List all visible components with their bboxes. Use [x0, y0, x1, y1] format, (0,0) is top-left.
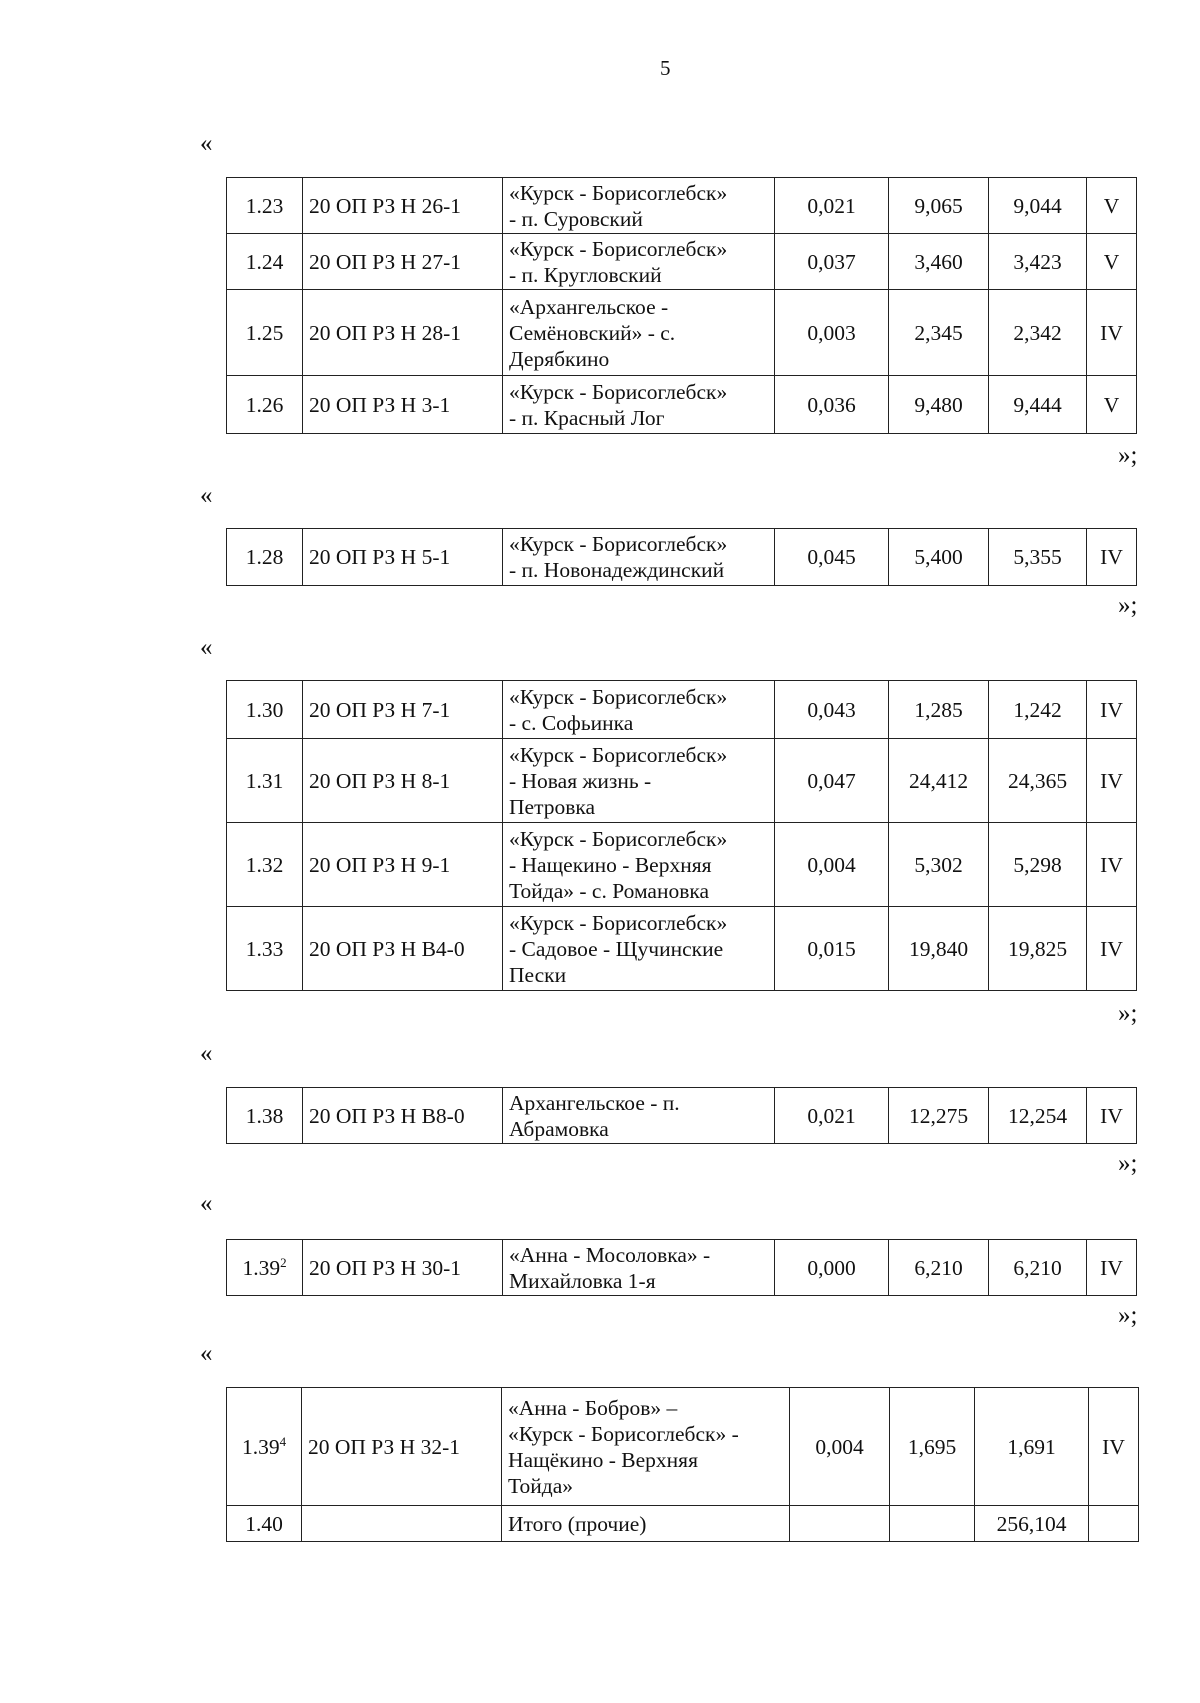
value-cell-1: 0,037	[775, 234, 889, 290]
value-cell-2: 9,065	[889, 178, 989, 234]
row-number: 1.39	[242, 1255, 281, 1280]
road-name-line: - п. Новонадеждинский	[509, 558, 725, 582]
row-number: 1.28	[245, 545, 284, 569]
row-number-superscript: 4	[279, 1433, 287, 1449]
road-name-line: Пески	[509, 962, 567, 987]
row-number-cell	[227, 1088, 303, 1144]
row-number: 1.26	[245, 392, 284, 417]
value-cell-2: 1,285	[889, 681, 989, 739]
table-row	[227, 1240, 1137, 1296]
row-number-cell	[227, 529, 303, 586]
road-name-line: «Курск - Борисоглебск»	[509, 180, 728, 205]
value-cell-2: 24,412	[889, 739, 989, 823]
category-cell: IV	[1089, 1388, 1139, 1506]
road-name-cell	[503, 1240, 775, 1296]
value-cell-2: 3,460	[889, 234, 989, 290]
value-cell-2: 19,840	[889, 907, 989, 991]
value-cell-2: 1,695	[890, 1388, 975, 1506]
category-cell: IV	[1087, 529, 1137, 586]
road-name-line: «Курск - Борисоглебск»	[509, 684, 728, 709]
row-number: 1.40	[245, 1511, 283, 1536]
road-name-line: Тойда» - с. Романовка	[509, 878, 710, 903]
value-cell-1: 0,021	[775, 178, 889, 234]
road-id-cell: 20 ОП РЗ Н 8-1	[303, 739, 503, 823]
value-cell-3: 6,210	[989, 1240, 1087, 1296]
road-name-line: «Курск - Борисоглебск»	[509, 826, 728, 851]
road-id-cell: 20 ОП РЗ Н В8-0	[303, 1088, 503, 1144]
table-row	[227, 739, 1137, 823]
category-cell: IV	[1087, 1240, 1137, 1296]
table-row	[227, 681, 1137, 739]
road-id-cell: 20 ОП РЗ Н 27-1	[303, 234, 503, 290]
category-cell	[1089, 1506, 1139, 1542]
road-name-line: - п. Суровский	[509, 206, 643, 231]
value-cell-1: 0,015	[775, 907, 889, 991]
closing-quote-mark: »;	[1118, 592, 1138, 619]
category-cell: V	[1087, 178, 1137, 234]
value-cell-2: 5,302	[889, 823, 989, 907]
value-cell-3: 24,365	[989, 739, 1087, 823]
opening-quote-mark: «	[200, 634, 213, 661]
road-table-6	[226, 1387, 1139, 1542]
value-cell-1: 0,021	[775, 1088, 889, 1144]
opening-quote-mark: «	[200, 1190, 213, 1217]
road-id-cell: 20 ОП РЗ Н В4-0	[303, 907, 503, 991]
category-cell: V	[1087, 234, 1137, 290]
value-cell-2: 12,275	[889, 1088, 989, 1144]
row-number-cell	[227, 681, 303, 739]
row-number-cell	[227, 1240, 303, 1296]
row-number-cell	[227, 1388, 302, 1506]
row-number: 1.31	[245, 768, 284, 793]
row-number: 1.33	[245, 936, 284, 961]
road-name-cell	[503, 907, 775, 991]
category-cell: IV	[1087, 1088, 1137, 1144]
category-cell: IV	[1087, 290, 1137, 376]
row-number-cell	[227, 376, 303, 434]
row-number: 1.24	[245, 249, 284, 274]
value-cell-3: 256,104	[975, 1506, 1089, 1542]
row-number-cell	[227, 739, 303, 823]
table-row	[227, 234, 1137, 290]
opening-quote-mark: «	[200, 482, 213, 509]
value-cell-2: 5,400	[889, 529, 989, 586]
road-name-line: Михайловка 1-я	[509, 1268, 656, 1293]
value-cell-2: 9,480	[889, 376, 989, 434]
value-cell-1: 0,004	[775, 823, 889, 907]
road-id-cell: 20 ОП РЗ Н 30-1	[303, 1240, 503, 1296]
row-number: 1.39	[241, 1434, 280, 1459]
value-cell-3: 9,044	[989, 178, 1087, 234]
category-cell: V	[1087, 376, 1137, 434]
value-cell-3: 1,242	[989, 681, 1087, 739]
value-cell-1: 0,004	[790, 1388, 890, 1506]
road-id-cell: 20 ОП РЗ Н 26-1	[303, 178, 503, 234]
value-cell-3: 3,423	[989, 234, 1087, 290]
road-name-line: - с. Софьинка	[509, 710, 634, 735]
road-id-cell: 20 ОП РЗ Н 7-1	[303, 681, 503, 739]
road-name-line: «Курск - Борисоглебск»	[509, 236, 728, 261]
road-name-cell	[502, 1388, 790, 1506]
road-name-cell	[503, 681, 775, 739]
road-name-cell	[503, 823, 775, 907]
value-cell-3: 2,342	[989, 290, 1087, 376]
road-name-cell	[502, 1506, 790, 1542]
road-id-cell: 20 ОП РЗ Н 5-1	[303, 529, 503, 586]
road-name-line: Итого (прочие)	[508, 1511, 647, 1536]
road-name-line: - п. Красный Лог	[509, 405, 665, 430]
value-cell-3: 12,254	[989, 1088, 1087, 1144]
table-row	[227, 823, 1137, 907]
table-row	[227, 1388, 1139, 1506]
road-id-cell	[302, 1506, 502, 1542]
road-name-cell	[503, 529, 775, 586]
category-cell: IV	[1087, 907, 1137, 991]
closing-quote-mark: »;	[1118, 1150, 1138, 1177]
road-id-cell: 20 ОП РЗ Н 28-1	[303, 290, 503, 376]
value-cell-3: 19,825	[989, 907, 1087, 991]
road-name-cell	[503, 290, 775, 376]
road-name-line: Петровка	[509, 794, 596, 819]
value-cell-1: 0,043	[775, 681, 889, 739]
table-row	[227, 907, 1137, 991]
value-cell-3: 9,444	[989, 376, 1087, 434]
closing-quote-mark: »;	[1118, 1000, 1138, 1027]
table-row	[227, 178, 1137, 234]
value-cell-1: 0,047	[775, 739, 889, 823]
road-name-line: Абрамовка	[509, 1116, 609, 1141]
value-cell-3: 1,691	[975, 1388, 1089, 1506]
road-table-2	[226, 528, 1137, 586]
road-name-line: - п. Кругловский	[509, 262, 662, 287]
road-name-line: - Нащекино - Верхняя	[509, 852, 712, 877]
closing-quote-mark: »;	[1118, 1302, 1138, 1329]
road-name-cell	[503, 739, 775, 823]
row-number: 1.30	[245, 697, 284, 722]
table-row	[227, 376, 1137, 434]
road-name-cell	[503, 376, 775, 434]
road-name-line: «Курск - Борисоглебск»	[509, 379, 728, 404]
road-name-cell	[503, 1088, 775, 1144]
row-number: 1.38	[245, 1103, 284, 1128]
table-row	[227, 290, 1137, 376]
road-name-line: «Курск - Борисоглебск»	[509, 910, 728, 935]
road-table-4	[226, 1087, 1137, 1144]
value-cell-2: 6,210	[889, 1240, 989, 1296]
row-number: 1.25	[245, 320, 284, 345]
value-cell-3: 5,355	[989, 529, 1087, 586]
row-number-superscript: 2	[280, 1254, 287, 1270]
value-cell-2	[890, 1506, 975, 1542]
value-cell-1: 0,000	[775, 1240, 889, 1296]
opening-quote-mark: «	[200, 1340, 213, 1367]
row-number-cell	[227, 234, 303, 290]
category-cell: IV	[1087, 681, 1137, 739]
road-table-5	[226, 1239, 1137, 1296]
value-cell-1: 0,045	[775, 529, 889, 586]
road-name-line: «Курск - Борисоглебск»	[509, 532, 728, 556]
row-number-cell	[227, 907, 303, 991]
road-id-cell: 20 ОП РЗ Н 32-1	[302, 1388, 502, 1506]
value-cell-2: 2,345	[889, 290, 989, 376]
road-name-line: Дерябкино	[509, 346, 610, 371]
road-id-cell: 20 ОП РЗ Н 3-1	[303, 376, 503, 434]
road-name-line: «Анна - Мосоловка» -	[509, 1242, 711, 1267]
table-row	[227, 529, 1137, 586]
page-number: 5	[660, 56, 671, 80]
row-number-cell	[227, 290, 303, 376]
row-number-cell	[227, 1506, 302, 1542]
road-id-cell: 20 ОП РЗ Н 9-1	[303, 823, 503, 907]
value-cell-1: 0,003	[775, 290, 889, 376]
road-table-1	[226, 177, 1137, 434]
opening-quote-mark: «	[200, 1040, 213, 1067]
category-cell: IV	[1087, 739, 1137, 823]
road-name-line: «Анна - Бобров» –	[508, 1395, 678, 1420]
road-name-line: «Курск - Борисоглебск» -	[508, 1421, 739, 1446]
closing-quote-mark: »;	[1118, 442, 1138, 469]
table-row	[227, 1088, 1137, 1144]
road-name-line: «Курск - Борисоглебск»	[509, 742, 728, 767]
road-table-3	[226, 680, 1137, 991]
road-name-line: - Новая жизнь -	[509, 768, 652, 793]
road-name-cell	[503, 234, 775, 290]
road-name-line: - Садовое - Щучинские	[509, 936, 724, 961]
opening-quote-mark: «	[200, 130, 213, 157]
value-cell-3: 5,298	[989, 823, 1087, 907]
road-name-line: «Архангельское -	[509, 294, 669, 319]
road-name-cell	[503, 178, 775, 234]
value-cell-1	[790, 1506, 890, 1542]
road-name-line: Архангельское - п.	[509, 1090, 680, 1115]
road-name-line: Тойда»	[508, 1473, 574, 1498]
table-row	[227, 1506, 1139, 1542]
value-cell-1: 0,036	[775, 376, 889, 434]
category-cell: IV	[1087, 823, 1137, 907]
road-name-line: Нащёкино - Верхняя	[508, 1447, 698, 1472]
road-name-line: Семёновский» - с.	[509, 320, 676, 345]
row-number: 1.32	[245, 852, 284, 877]
row-number: 1.23	[245, 193, 284, 218]
row-number-cell	[227, 178, 303, 234]
row-number-cell	[227, 823, 303, 907]
